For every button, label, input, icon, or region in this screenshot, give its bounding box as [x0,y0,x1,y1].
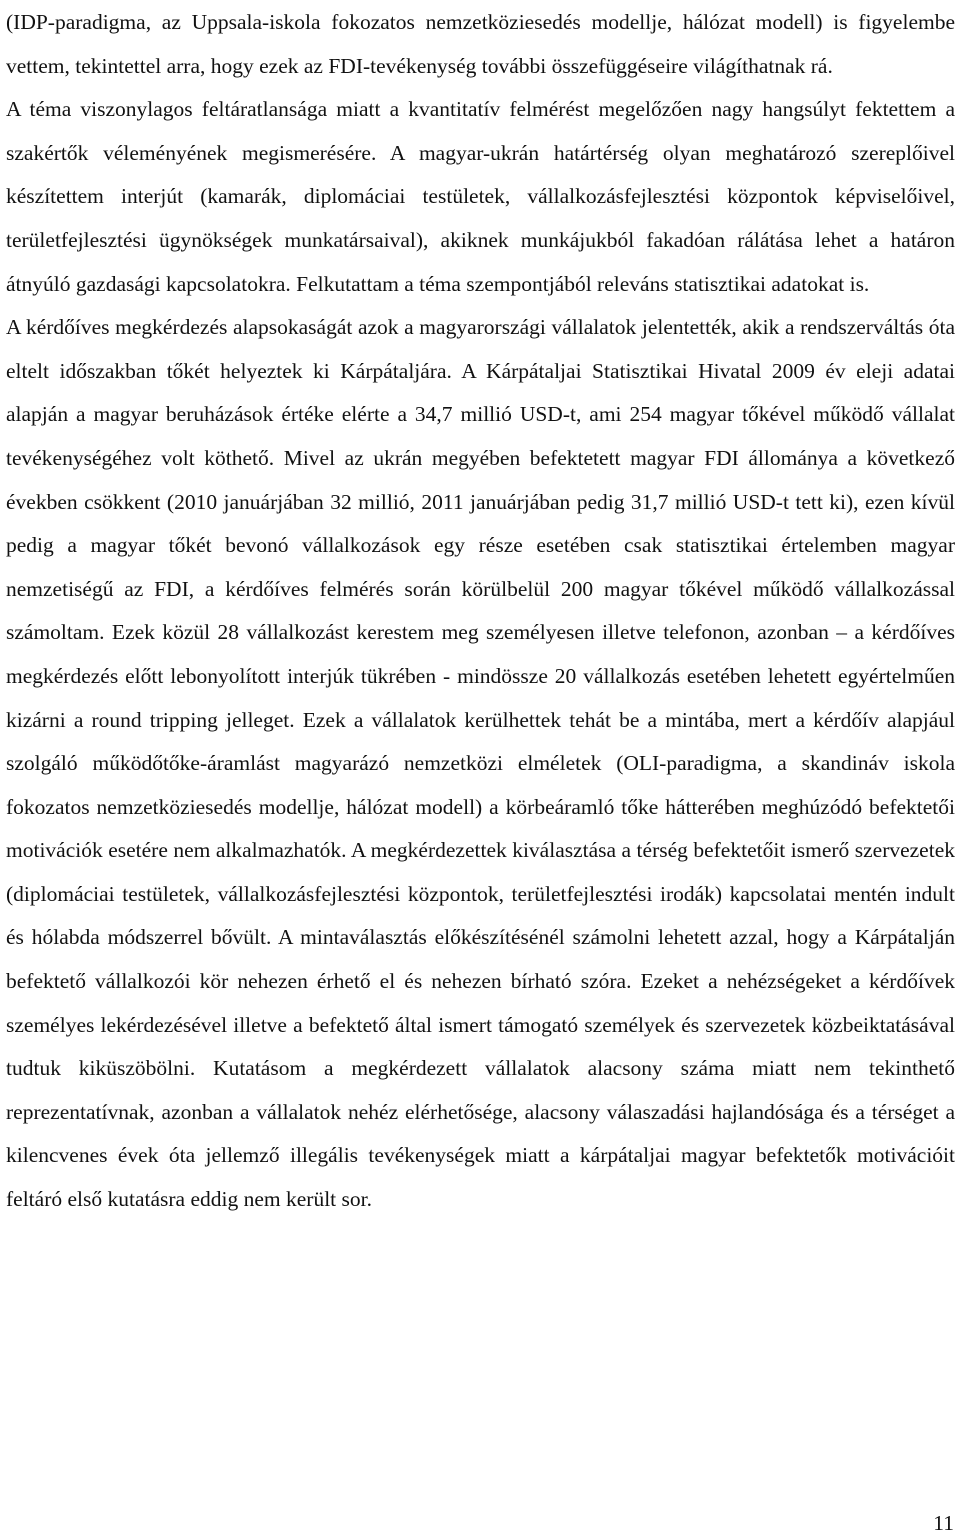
paragraph-text: (IDP-paradigma, az Uppsala-iskola fokozatos nemzetköziesedés modellje, hálózat modell) is figyelembe vettem, tekintettel arra, hogy ezek az FDI-tevékenység további összefüggéseire világíthatnak rá. [6,10,955,78]
paragraph [6,306,955,1221]
paragraph [6,88,955,306]
paragraph-text: A kérdőíves megkérdezés alapsokaságát azok a magyarországi vállalatok jelentették, akik a rendszerváltás óta eltelt időszakban tőkét helyeztek ki Kárpátaljára. A Kárpátaljai Statisztikai Hivatal 2009 év eleji adatai alapján a magyar beruházások értéke elérte a 34,7 millió USD-t, ami 254 magyar tőkével működő vállalat tevékenységéhez volt köthető. Mivel az ukrán megyében befektetett magyar FDI állománya a következő években csökkent (2010 januárjában 32 millió, 2011 januárjában pedig 31,7 millió USD-t tett ki), ezen kívül pedig a magyar tőkét bevonó vállalkozások egy része esetében csak statisztikai értelemben magyar nemzetiségű az FDI, a kérdőíves felmérés során körülbelül 200 magyar tőkével működő vállalkozással számoltam. Ezek közül 28 vállalkozást kerestem meg személyesen illetve telefonon, azonban – a kérdőíves megkérdezés előtt lebonyolított interjúk tükrében - mindössze 20 vállalkozás esetében lehetett egyértelműen kizárni a round tripping jelleget. Ezek a vállalatok kerülhettek tehát be a mintába, mert a kérdőív alapjául szolgáló működőtőke-áramlást magyarázó nemzetközi elméletek (OLI-paradigma, a skandináv iskola fokozatos nemzetköziesedés modellje, hálózat modell) a körbeáramló tőke hátterében meghúzódó befektetői motivációk esetére nem alkalmazhatók. A megkérdezettek kiválasztása a térség befektetőit ismerő szervezetek (diplomáciai testületek, vállalkozásfejlesztési központok, területfejlesztési irodák) kapcsolatai mentén indult és hólabda módszerrel bővült. A mintaválasztás előkészítésénél számolni lehetett azzal, hogy a Kárpátalján befektető vállalkozói kör nehezen érhető el és nehezen bírható szóra. Ezeket a nehézségeket a kérdőívek személyes lekérdezésével illetve a befektető által ismert támogató személyek és szervezetek közbeiktatásával tudtuk kiküszöbölni. Kutatásom a megkérdezett vállalatok alacsony száma miatt nem tekinthető reprezentatívnak, azonban a vállalatok nehéz elérhetősége, alacsony válaszadási hajlandósága és a térséget a kilencvenes évek óta jellemző illegális tevékenységek miatt a kárpátaljai magyar befektetők motivációit feltáró első kutatásra eddig nem került sor. [6,315,955,1212]
paragraph [6,1,955,88]
page-number: 11 [933,1511,954,1535]
body-text [6,1,955,1222]
paragraph-text: A téma viszonylagos feltáratlansága miatt a kvantitatív felmérést megelőzően nagy hangsúlyt fektettem a szakértők véleményének megismerésére. A magyar-ukrán határtérség olyan meghatározó szereplőivel készítettem interjút (kamarák, diplomáciai testületek, vállalkozásfejlesztési központok képviselőivel, területfejlesztési ügynökségek munkatársaival), akiknek munkájukból fakadóan rálátása lehet a határon átnyúló gazdasági kapcsolatokra. Felkutattam a téma szempontjából releváns statisztikai adatokat is. [6,97,955,296]
